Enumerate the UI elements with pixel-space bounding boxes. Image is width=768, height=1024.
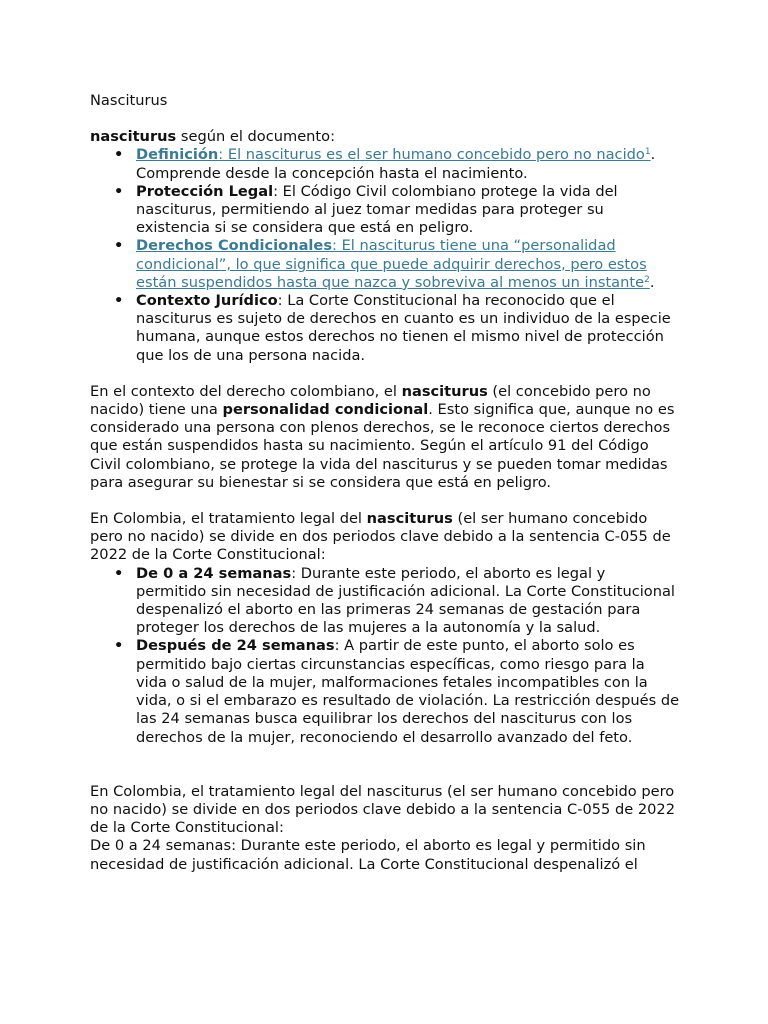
proteccion-term: Protección Legal (136, 182, 274, 200)
list-item-contexto-juridico (136, 292, 680, 365)
period2-text: : A partir de este punto, el aborto solo es permitido bajo ciertas circunstancias específicas, como riesgo para la vida o salud de la mujer, malformaciones fetales incompatibles con la vida, o si el embarazo es resultado de violación. La restricción después de las 24 semanas busca equilibrar los derechos del nasciturus con los derechos de la mujer, reconociendo el desarrollo avanzado del feto. (136, 637, 680, 746)
period1-term: De 0 a 24 semanas (136, 564, 292, 582)
derechos-text: : El nasciturus tiene una “personalidad condicional”, lo que significa que puede adquirir derechos, pero estos están suspendidos hasta que nazca y sobreviva al menos un instante (136, 237, 647, 291)
intro-bold: nasciturus (90, 128, 177, 146)
paragraph-periodo-repeat: De 0 a 24 semanas: Durante este periodo, el aborto es legal y permitido sin necesidad de justificación adicional. La Corte Constitucional despenalizó el (90, 837, 646, 873)
intro-line (90, 128, 680, 146)
derechos-link[interactable] (136, 237, 650, 290)
para2-b: nasciturus (366, 510, 453, 528)
period1-text: : Durante este periodo, el aborto es legal y permitido sin necesidad de justificación adicional. La Corte Constitucional despenalizó el aborto en las primeras 24 semanas de gestación para proteger los derechos de las mujeres a la autonomía y la salud. (136, 564, 675, 637)
list-item-proteccion-legal (136, 183, 680, 238)
list-item-definicion (136, 146, 680, 182)
spacer (90, 765, 680, 783)
period2-term: Después de 24 semanas (136, 637, 335, 655)
list-item-despues-24-semanas (136, 637, 680, 746)
para1-a: En el contexto del derecho colombiano, el (90, 382, 402, 400)
para2-c: (el ser humano concebido pero no nacido) se divide en dos periodos clave debido a la sentencia C-055 de 2022 de la Corte Constitucional: (90, 510, 671, 564)
paragraph-tratamiento (90, 510, 680, 565)
contexto-term: Contexto Jurídico (136, 292, 278, 310)
para1-e: . Esto significa que, aunque no es considerado una persona con plenos derechos, se le reconoce ciertos derechos que están suspendidos hasta su nacimiento. Según el artículo 91 del Código Civil colombiano, se protege la vida del nasciturus y se pueden tomar medidas para asegurar su bienestar si se considera que está en peligro. (90, 401, 675, 491)
para1-c: (el concebido pero no nacido) tiene una (90, 382, 651, 419)
footnote-1[interactable]: 1 (644, 147, 651, 158)
document-body (90, 92, 680, 874)
para1-b: nasciturus (401, 382, 488, 400)
contexto-text: : La Corte Constitucional ha reconocido que el nasciturus es sujeto de derechos en cuanto es un individuo de la especie humana, aunque estos derechos no tienen el mismo nivel de protección que los de una persona nacida. (136, 292, 671, 364)
paragraph-contexto (90, 383, 680, 492)
para1-d: personalidad condicional (222, 401, 429, 419)
list-item-0-24-semanas (136, 565, 680, 638)
summary-list (90, 146, 680, 364)
derechos-after: . (649, 273, 655, 291)
definicion-text: : El nasciturus es el ser humano concebido pero no nacido (218, 146, 645, 164)
definicion-link[interactable] (136, 146, 651, 163)
document-title: Nasciturus (90, 92, 168, 109)
derechos-term: Derechos Condicionales (136, 237, 333, 255)
proteccion-text: : El Código Civil colombiano protege la vida del nasciturus, permitiendo al juez tomar medidas para proteger su existencia si se considera que está en peligro. (136, 182, 618, 237)
definicion-term: Definición (136, 146, 219, 164)
footnote-2[interactable]: 2 (644, 274, 650, 285)
definicion-after: . Comprende desde la concepción hasta el nacimiento. (136, 146, 656, 182)
paragraph-tratamiento-repeat: En Colombia, el tratamiento legal del nasciturus (el ser humano concebido pero no nacido) se divide en dos periodos clave debido a la sentencia C-055 de 2022 de la Corte Constitucional: (90, 782, 675, 837)
intro-rest: según el documento: (176, 128, 335, 146)
periods-list (90, 565, 680, 747)
para2-a: En Colombia, el tratamiento legal del (90, 510, 367, 528)
list-item-derechos-condicionales (136, 237, 680, 292)
